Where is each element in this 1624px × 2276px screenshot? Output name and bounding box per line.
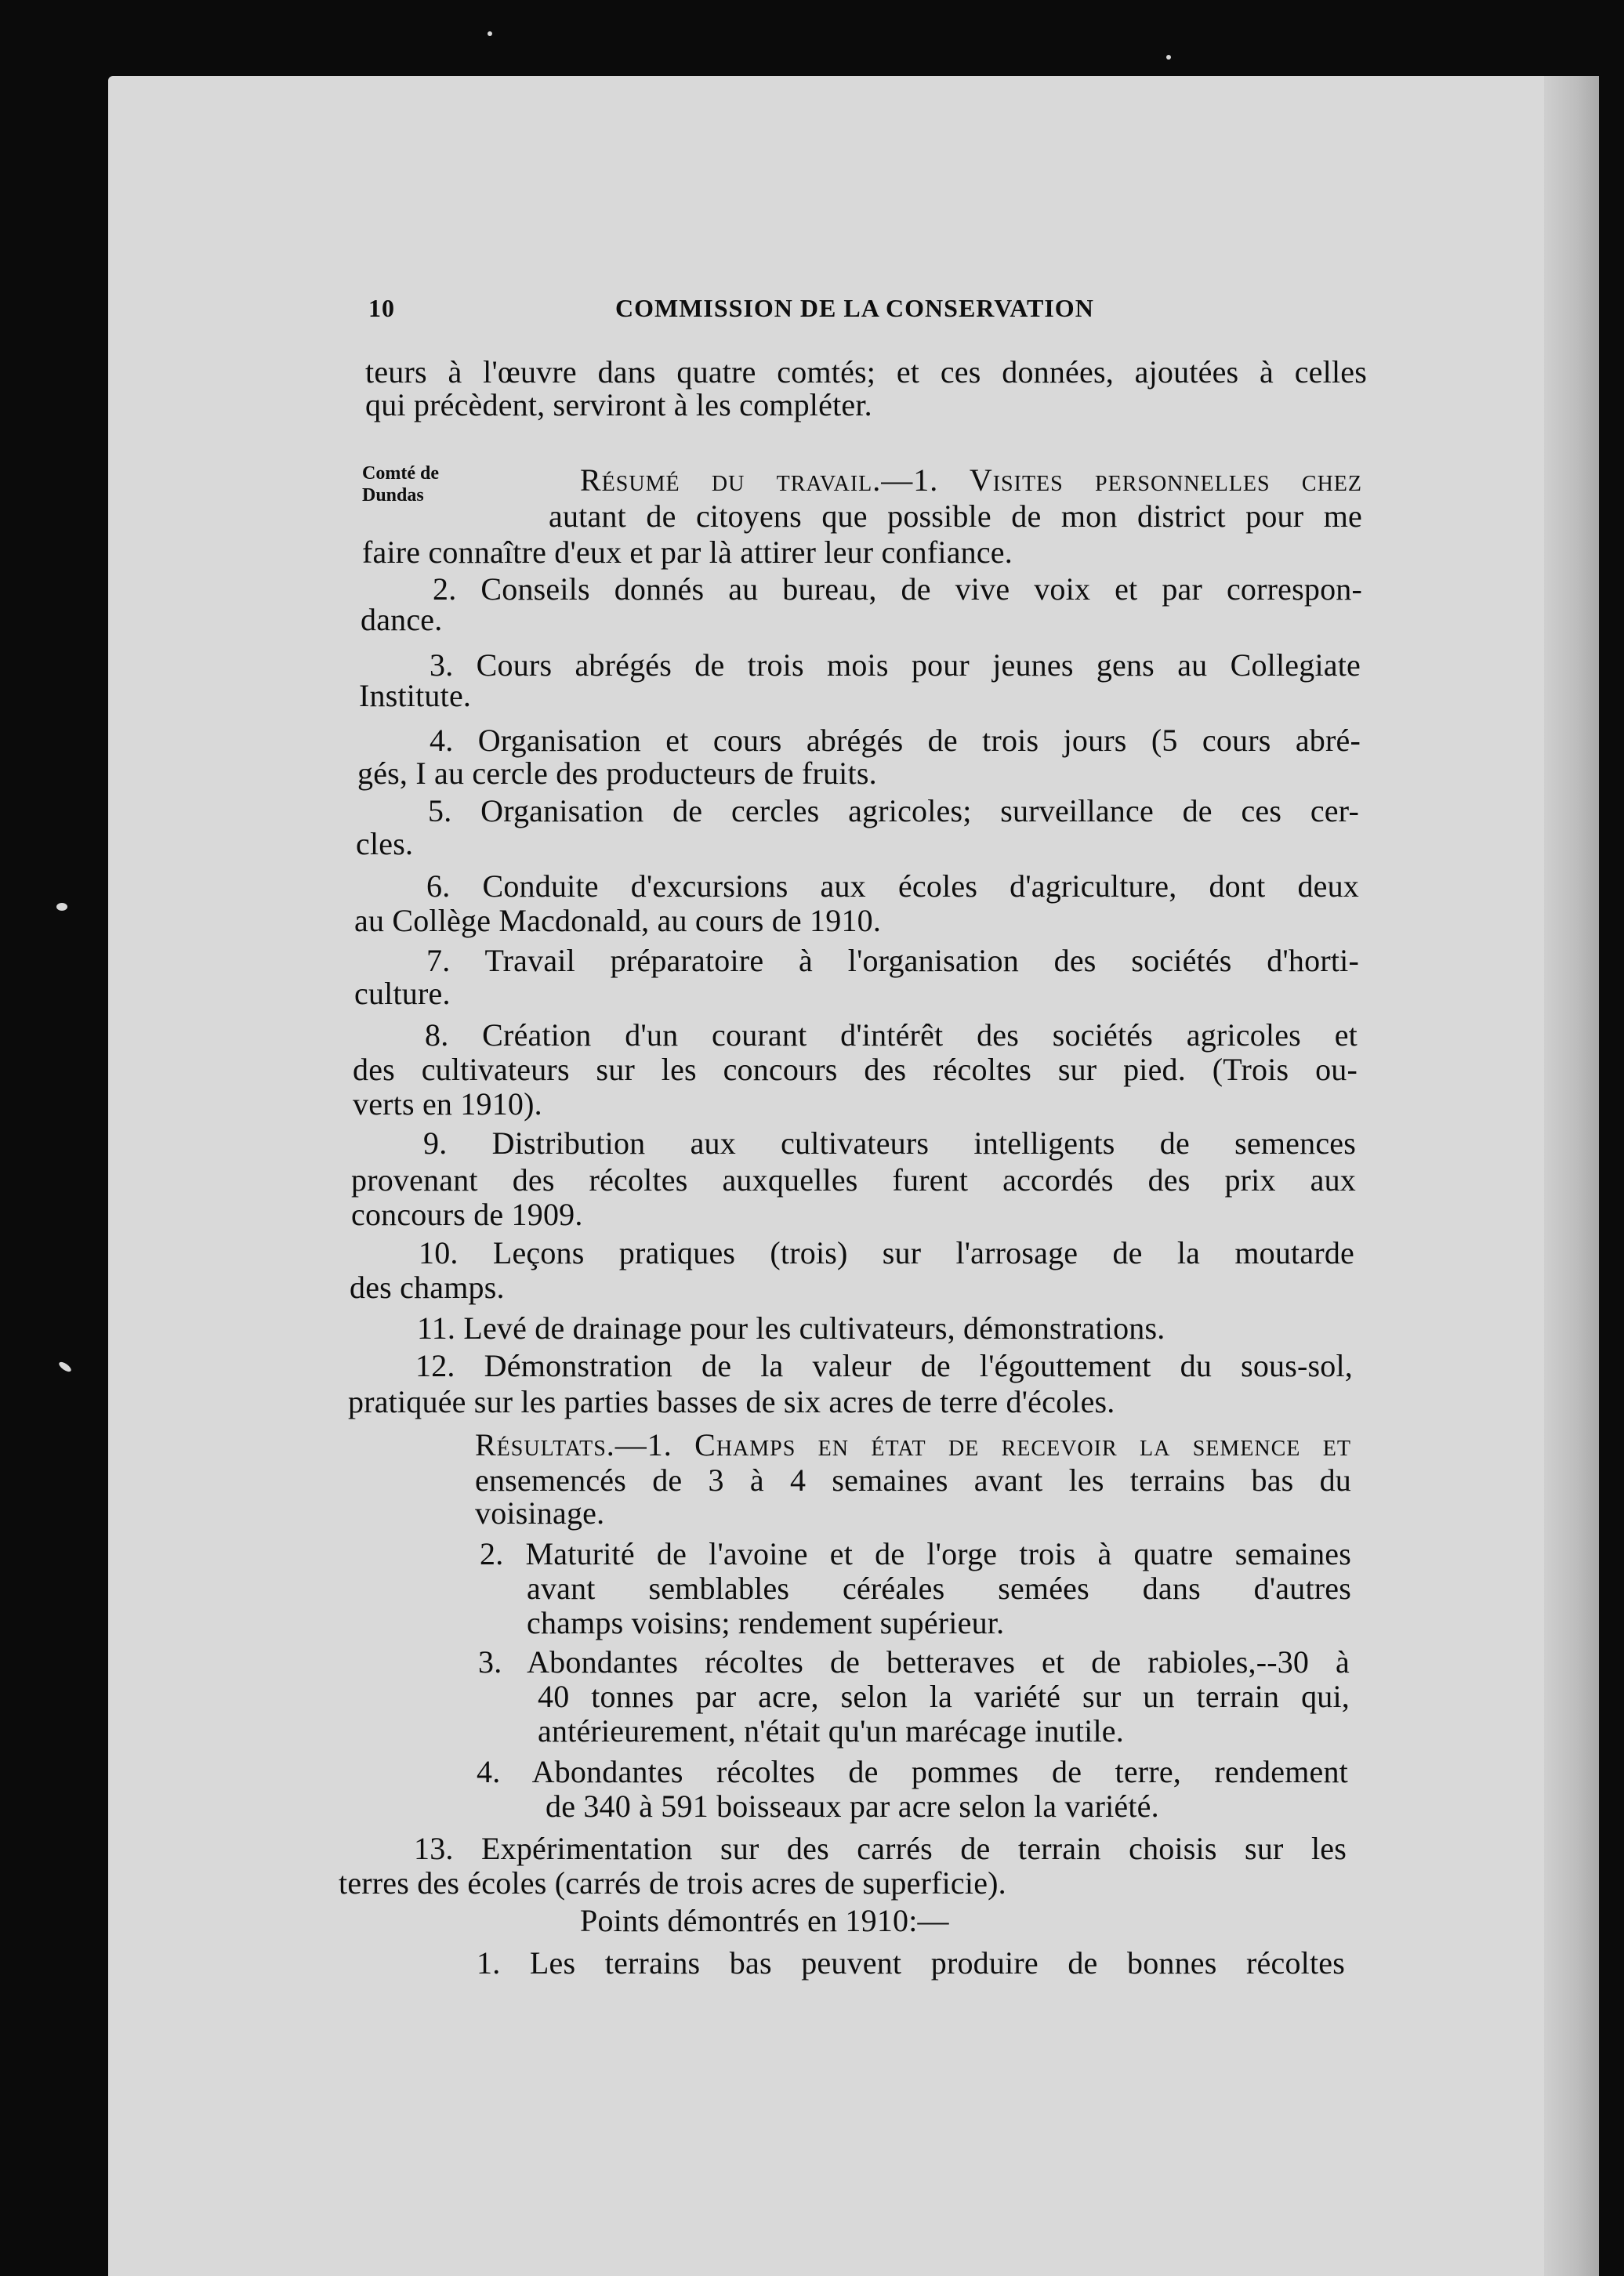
results-heading-line: Résultats.—1. Champs en état de recevoir la semence et xyxy=(475,1427,1351,1462)
result-item-line: 4. Abondantes récoltes de pommes de terre, rendement xyxy=(477,1754,1348,1789)
text-line: culture. xyxy=(354,976,451,1011)
dust-speck xyxy=(56,903,67,911)
text-line: teurs à l'œuvre dans quatre comtés; et ces données, ajoutées à celles xyxy=(365,354,1367,390)
text-line: verts en 1910). xyxy=(353,1086,542,1122)
margin-note-dundas: Dundas xyxy=(362,485,424,506)
text-line: antérieurement, n'était qu'un marécage inutile. xyxy=(538,1713,1124,1749)
text-line: gés, I au cercle des producteurs de fruits. xyxy=(357,756,877,791)
text-line: des cultivateurs sur les concours des récoltes sur pied. (Trois ou- xyxy=(353,1052,1358,1087)
list-item-line: 6. Conduite d'excursions aux écoles d'agriculture, dont deux xyxy=(426,868,1359,904)
result-item-line: 3. Abondantes récoltes de betteraves et de rabioles,--30 à xyxy=(478,1644,1350,1680)
text-line: terres des écoles (carrés de trois acres de superficie). xyxy=(339,1865,1006,1901)
text-line: des champs. xyxy=(350,1270,505,1305)
list-item-line: 7. Travail préparatoire à l'organisation des sociétés d'horti- xyxy=(426,943,1359,978)
margin-note-county: Comté de xyxy=(362,463,439,484)
text-line: concours de 1909. xyxy=(351,1197,583,1232)
text-line: autant de citoyens que possible de mon district pour me xyxy=(549,498,1362,534)
text-line: cles. xyxy=(356,826,414,861)
list-item-line: 11. Levé de drainage pour les cultivateurs, démonstrations. xyxy=(417,1310,1165,1346)
text-line: avant semblables céréales semées dans d'autres xyxy=(527,1571,1351,1606)
running-title: COMMISSION DE LA CONSERVATION xyxy=(615,294,1094,322)
dust-speck xyxy=(488,31,492,36)
page-number: 10 xyxy=(368,294,395,322)
text-line: faire connaître d'eux et par là attirer leur confiance. xyxy=(362,535,1013,570)
text-line: Institute. xyxy=(359,678,472,713)
dust-speck xyxy=(1166,55,1171,60)
list-item-line: 9. Distribution aux cultivateurs intelligents de semences xyxy=(423,1125,1356,1161)
list-item-line: 8. Création d'un courant d'intérêt des sociétés agricoles et xyxy=(425,1017,1358,1053)
text-line: dance. xyxy=(361,602,443,637)
text-line: ensemencés de 3 à 4 semaines avant les terrains bas du xyxy=(475,1462,1351,1498)
text-line: provenant des récoltes auxquelles furent accordés des prix aux xyxy=(351,1162,1356,1198)
subheading-line: Points démontrés en 1910:— xyxy=(580,1903,949,1938)
text-line: au Collège Macdonald, au cours de 1910. xyxy=(354,903,882,938)
text-line: de 340 à 591 boisseaux par acre selon la variété. xyxy=(546,1789,1159,1824)
list-item-line: 10. Leçons pratiques (trois) sur l'arrosage de la moutarde xyxy=(419,1235,1354,1270)
list-item-line: 1. Les terrains bas peuvent produire de bonnes récoltes xyxy=(477,1945,1345,1981)
result-item-line: 2. Maturité de l'avoine et de l'orge trois à quatre semaines xyxy=(480,1536,1351,1571)
text-line: 40 tonnes par acre, selon la variété sur un terrain qui, xyxy=(538,1679,1350,1714)
list-item-line: 5. Organisation de cercles agricoles; surveillance de ces cer- xyxy=(428,793,1359,828)
text-line: pratiquée sur les parties basses de six acres de terre d'écoles. xyxy=(348,1384,1115,1419)
text-line: voisinage. xyxy=(475,1495,605,1531)
list-item-line: 13. Expérimentation sur des carrés de terrain choisis sur les xyxy=(414,1831,1347,1866)
list-item-line: 12. Démonstration de la valeur de l'égouttement du sous-sol, xyxy=(415,1348,1353,1383)
list-item-line: 3. Cours abrégés de trois mois pour jeunes gens au Collegiate xyxy=(430,647,1361,683)
list-item-line: 2. Conseils donnés au bureau, de vive voix et par correspon- xyxy=(433,571,1362,607)
text-line: qui précèdent, serviront à les compléter. xyxy=(365,387,872,422)
text-line: champs voisins; rendement supérieur. xyxy=(527,1605,1005,1640)
list-item-line: 4. Organisation et cours abrégés de trois jours (5 cours abré- xyxy=(430,723,1361,758)
section-heading-line: Résumé du travail.—1. Visites personnelles chez xyxy=(580,462,1362,498)
